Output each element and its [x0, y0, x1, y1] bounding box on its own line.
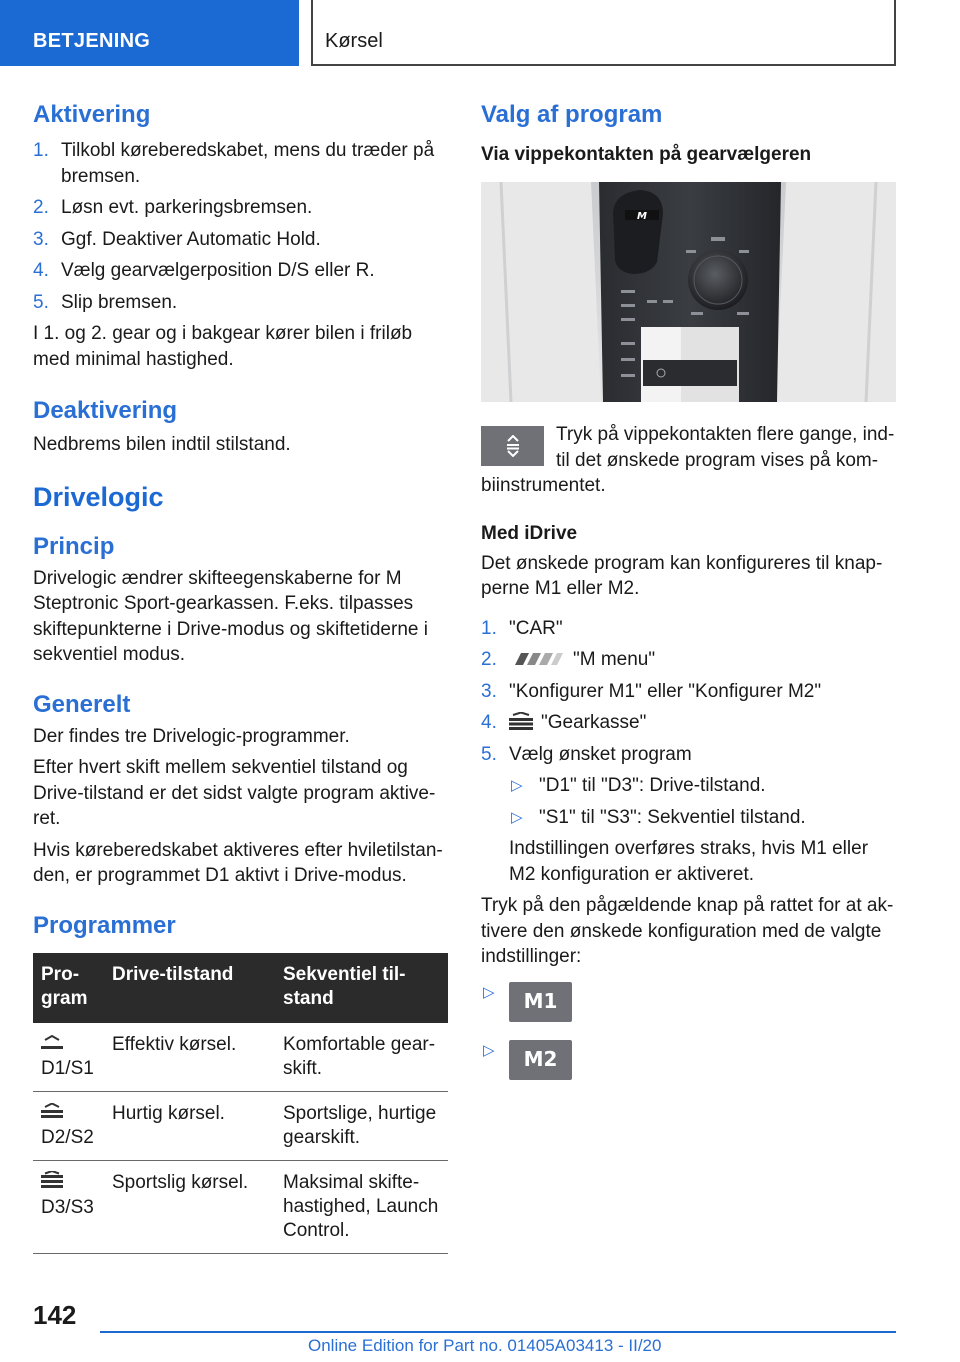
toggle-switch-subheading: Via vippekontakten på gearvælgeren	[481, 144, 812, 165]
programs-heading: Programmer	[33, 911, 176, 939]
program-name: D3/S3	[41, 1196, 94, 1218]
idrive-heading: Med iDrive	[481, 522, 578, 544]
list-item: 2. Løsn evt. parkeringsbremsen.	[33, 197, 313, 218]
deactivation-text: Nedbrems bilen indtil stilstand.	[33, 434, 291, 455]
activation-heading: Aktivering	[33, 101, 151, 128]
list-item: 1. Tilkobl køreberedskabet, mens du træder på bremsen.	[33, 140, 435, 187]
gear-selector-illustration	[481, 182, 896, 402]
toggle-note	[481, 422, 896, 499]
sequential-mode-cell: Maksimal skiftehastighed, Launch Control.	[275, 1160, 448, 1253]
list-item: 4. "Gearkasse"	[481, 712, 647, 733]
list-item: 5. Slip bremsen.	[33, 291, 178, 313]
right-column	[481, 100, 896, 1096]
list-item: 3. Ggf. Deaktiver Automatic Hold.	[33, 228, 321, 250]
m-buttons-list	[481, 980, 896, 1090]
m1-button-icon: M1	[509, 982, 572, 1022]
page-number: 142	[33, 1300, 77, 1330]
m2-button-icon: M2	[509, 1040, 572, 1080]
col-header-program: Program	[33, 953, 104, 1023]
drivelogic-3-icon	[41, 1171, 63, 1189]
drivelogic-1-icon	[41, 1034, 63, 1050]
photo-logo: M	[637, 211, 647, 222]
gear-selector-photo	[481, 182, 896, 402]
header-chapter-tab	[311, 0, 896, 66]
sequential-mode-cell: Komfortable gearskift.	[275, 1023, 448, 1092]
drivelogic-2-icon	[41, 1103, 63, 1119]
drive-mode-cell: Sportslig kørsel.	[104, 1160, 275, 1253]
principle-text: Drivelogic ændrer skifteegenskaberne for M Steptronic Sport-gearkassen. F.eks. tilpasses skiftepunkterne i Drive-modus og skiftetiderne i sekventiel modus.	[33, 567, 428, 665]
list-item: 4. Vælg gearvælgerposition D/S eller R.	[33, 260, 375, 281]
deactivation-heading: Deaktivering	[33, 397, 178, 424]
table-row	[33, 1160, 448, 1253]
toggle-note-text: Tryk på vippekontakten flere gange, indtil det ønskede program vises på kombiinstrumentet.	[481, 424, 895, 496]
header-section-tab	[0, 0, 299, 66]
edition-text: Online Edition for Part no. 01405A03413 - II/20	[308, 1336, 662, 1355]
footer-divider	[100, 1331, 896, 1333]
program-select-heading: Valg af program	[481, 101, 663, 128]
general-heading: Generelt	[33, 690, 131, 718]
drive-mode-cell: Hurtig kørsel.	[104, 1091, 275, 1160]
steering-wheel-note: Tryk på den pågældende knap på rattet for at aktivere den ønskede konfiguration med de valgte indstillinger:	[481, 895, 894, 967]
list-item: ▷ "D1" til "D3": Drive-tilstand.	[511, 775, 766, 796]
list-item: ▷ "S1" til "S3": Sekventiel tilstand.	[511, 806, 806, 828]
program-name: D1/S1	[41, 1057, 94, 1079]
idrive-text: Det ønskede program kan konfigureres til knapperne M1 eller M2.	[481, 552, 883, 599]
gearbox-icon	[509, 712, 533, 730]
col-header-drive: Drive-tilstand	[104, 953, 275, 1023]
header-section-label: BETJENING	[33, 30, 151, 52]
list-item: 1. "CAR"	[481, 617, 563, 639]
idrive-steps	[481, 616, 896, 768]
list-item: 3. "Konfigurer M1" eller "Konfigurer M2"	[481, 680, 822, 702]
table-row	[33, 1023, 448, 1092]
list-item: 2. "M menu"	[481, 649, 656, 670]
idrive-substeps	[481, 773, 896, 887]
programs-table	[33, 953, 448, 1254]
drivelogic-heading: Drivelogic	[33, 481, 164, 512]
activation-steps	[33, 138, 448, 315]
toggle-switch-icon	[481, 426, 544, 466]
substeps-note: Indstillingen overføres straks, hvis M1 eller M2 konfiguration er aktiveret.	[509, 838, 869, 885]
list-item: 5. Vælg ønsket program	[481, 743, 692, 765]
header-chapter-label: Kørsel	[325, 30, 383, 52]
list-item: ▷ M2	[481, 1038, 896, 1090]
drive-mode-cell: Effektiv kørsel.	[104, 1023, 275, 1092]
general-text-1: Der findes tre Drivelogic-programmer.	[33, 725, 350, 747]
program-name: D2/S2	[41, 1126, 94, 1148]
table-row	[33, 1091, 448, 1160]
list-item: ▷ M1	[481, 980, 896, 1032]
general-text-3: Hvis køreberedskabet aktiveres efter hviletilstanden, er programmet D1 aktivt i Drive-modus.	[33, 839, 443, 886]
principle-heading: Princip	[33, 532, 115, 560]
col-header-sequential: Sekventiel tilstand	[275, 953, 448, 1023]
left-column	[33, 100, 448, 1254]
general-text-2: Efter hvert skift mellem sekventiel tilstand og Drive-tilstand er det sidst valgte program aktiveret.	[33, 757, 436, 829]
activation-note: I 1. og 2. gear og i bakgear kører bilen i friløb med minimal hastighed.	[33, 323, 413, 370]
m-menu-icon	[509, 651, 565, 667]
sequential-mode-cell: Sportslige, hurtige gearskift.	[275, 1091, 448, 1160]
table-header-row	[33, 953, 448, 1023]
